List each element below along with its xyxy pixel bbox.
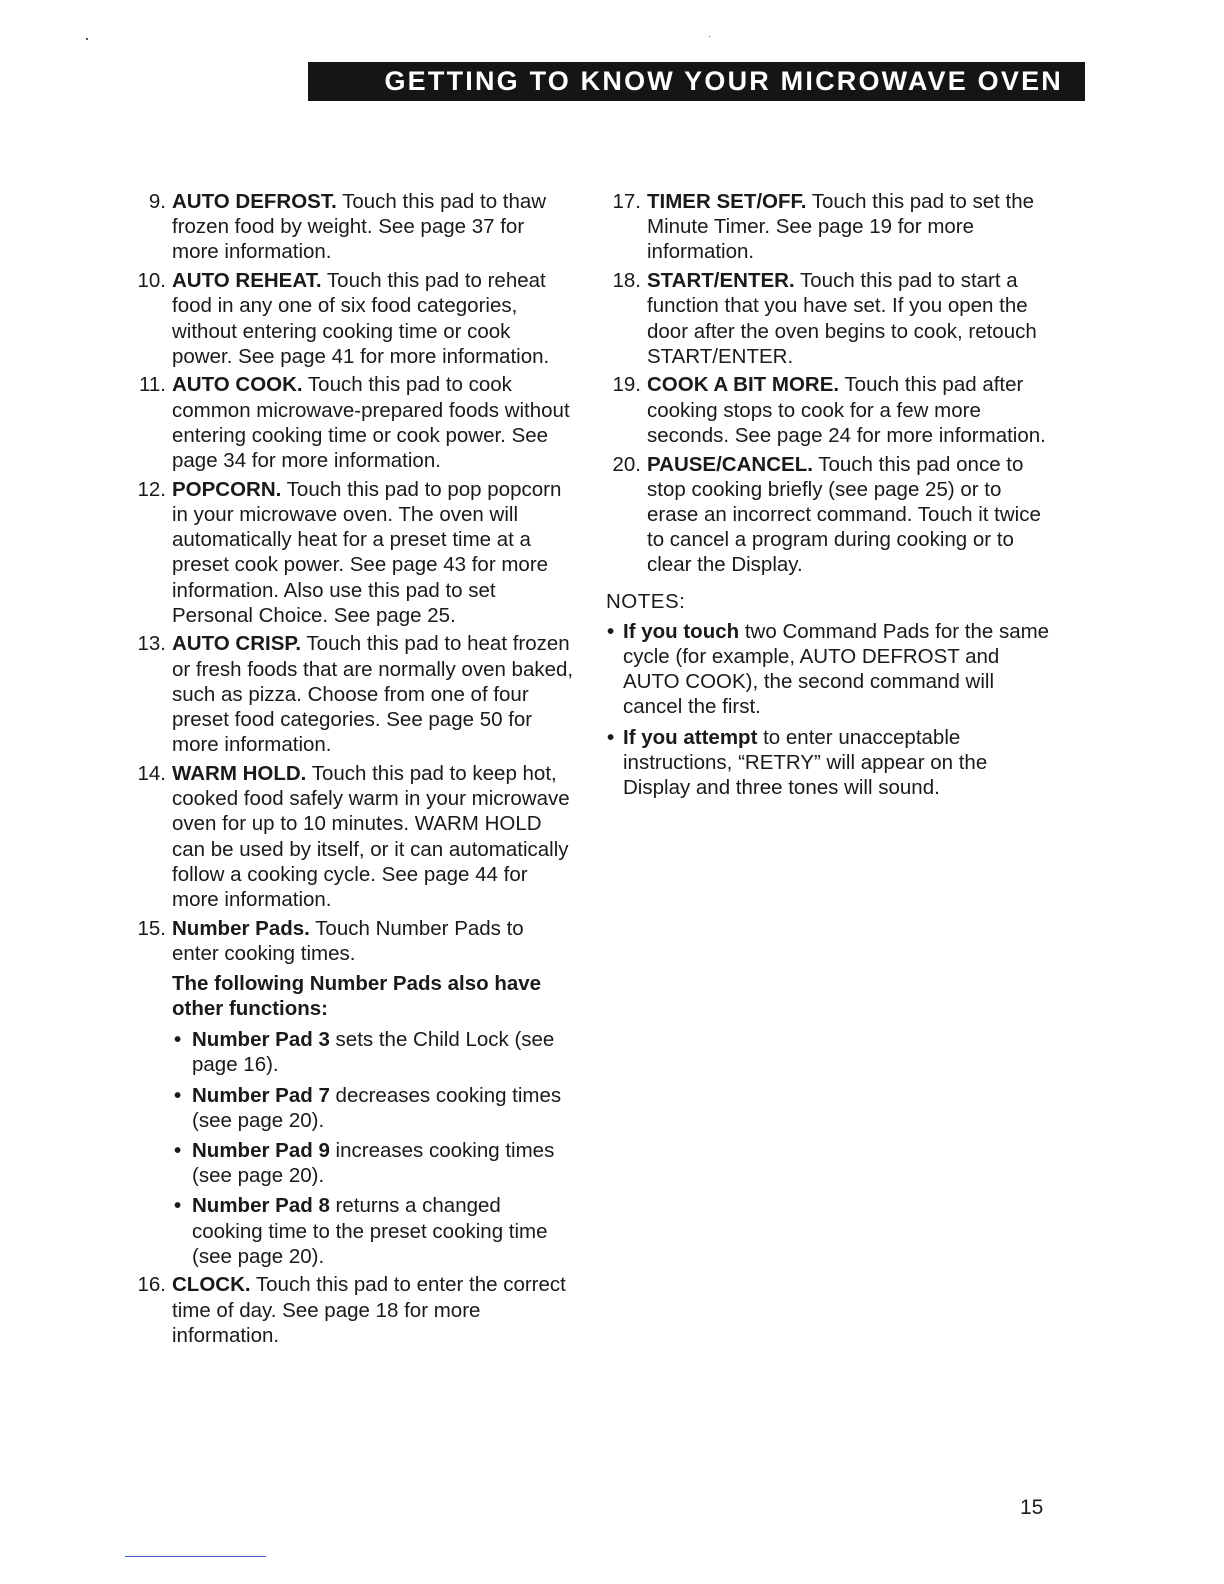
item-term: AUTO CRISP. (172, 632, 302, 656)
bullet-icon: • (174, 1138, 182, 1162)
item-number: 14. (137, 761, 166, 785)
list-item (606, 268, 1056, 369)
item-text: Touch Number Pads to enter cooking times. (172, 916, 524, 965)
number-pad-text: decreases cooking times (see page 20). (192, 1083, 562, 1132)
number-pad-text: sets the Child Lock (see page 16). (192, 1028, 555, 1077)
item-number: 18. (612, 269, 641, 293)
item-term: CLOCK. (172, 1273, 251, 1297)
item-number: 15. (137, 916, 166, 940)
item-term: Number Pads. (172, 916, 310, 940)
item-term: COOK A BIT MORE. (647, 373, 840, 397)
item-term: AUTO COOK. (172, 373, 303, 397)
item-text: Touch this pad once to stop cooking briefly (see page 25) or to erase an incorrect command. Touch it twice to cancel a program during cooking or to clear the Display. (647, 452, 1041, 577)
item-number: 10. (137, 269, 166, 293)
list-item (606, 372, 1056, 448)
right-column (606, 189, 1056, 805)
left-column (131, 189, 576, 1352)
item-text: Touch this pad to keep hot, cooked food safely warm in your microwave oven for up to 10 minutes. WARM HOLD can be used by itself, or it can automatically follow a cooking cycle. See page 44 for more information. (172, 761, 570, 911)
notes-heading: NOTES: (606, 589, 686, 613)
item-text: Touch this pad to start a function that you have set. If you open the door after the oven begins to cook, retouch START/ENTER. (647, 269, 1037, 368)
list-item (131, 189, 576, 265)
item-text: Touch this pad to heat frozen or fresh foods that are normally oven baked, such as pizza. Choose from one of four preset food categories. See page 50 for more information. (172, 632, 574, 757)
number-pad-item (172, 1193, 576, 1269)
list-item (131, 761, 576, 912)
bullet-icon: • (174, 1028, 182, 1052)
list-item (606, 452, 1056, 578)
number-pad-term: Number Pad 7 (192, 1083, 330, 1107)
item-term: START/ENTER. (647, 269, 795, 293)
scan-speck (709, 36, 710, 37)
number-pad-term: Number Pad 3 (192, 1028, 330, 1052)
item-number: 20. (612, 452, 641, 476)
item-number: 17. (612, 190, 641, 213)
item-number: 13. (137, 632, 166, 656)
bullet-icon: • (607, 619, 615, 643)
bullet-icon: • (174, 1194, 182, 1218)
note-text: two Command Pads for the same cycle (for example, AUTO DEFROST and AUTO COOK), the second command will cancel the first. (623, 619, 1050, 719)
item-text: Touch this pad after cooking stops to cook for a few more seconds. See page 24 for more information. (647, 373, 1046, 447)
item-term: WARM HOLD. (172, 761, 307, 785)
section-title-bar (308, 62, 1085, 101)
scan-speck (86, 38, 88, 40)
item-number: 11. (139, 373, 166, 397)
note-text: to enter unacceptable instructions, “RETRY” will appear on the Display and three tones will sound. (623, 725, 988, 799)
number-pads-heading: The following Number Pads also have other functions: (172, 972, 542, 1021)
item-number: 16. (137, 1273, 166, 1297)
item-term: POPCORN. (172, 477, 282, 501)
list-item (131, 1272, 576, 1348)
number-pad-item (172, 1083, 576, 1133)
number-pad-term: Number Pad 9 (192, 1138, 330, 1162)
list-item (131, 916, 576, 1269)
item-text: Touch this pad to pop popcorn in your microwave oven. The oven will automatically heat for a preset time at a preset cook power. See page 43 for more information. Also use this pad to set Personal Choice. See page 25. (172, 477, 562, 627)
note-term: If you attempt (623, 725, 758, 749)
item-text: Touch this pad to enter the correct time of day. See page 18 for more information. (172, 1273, 566, 1347)
number-pad-item (172, 1027, 576, 1077)
number-pad-term: Number Pad 8 (192, 1194, 330, 1218)
item-number: 19. (612, 373, 641, 397)
item-number: 12. (137, 477, 166, 501)
item-text: Touch this pad to cook common microwave-prepared foods without entering cooking time or cook power. See page 34 for more information. (172, 373, 570, 473)
list-item (606, 189, 1056, 265)
list-item (131, 372, 576, 473)
number-pad-text: increases cooking times (see page 20). (192, 1138, 555, 1188)
item-text: Touch this pad to thaw frozen food by weight. See page 37 for more information. (172, 190, 547, 264)
bullet-icon: • (174, 1083, 182, 1107)
note-term: If you touch (623, 619, 740, 643)
note-item (606, 619, 1056, 720)
bullet-icon: • (607, 725, 615, 749)
note-item (606, 725, 1056, 801)
number-pad-text: returns a changed cooking time to the preset cooking time (see page 20). (192, 1194, 548, 1268)
item-text: Touch this pad to reheat food in any one of six food categories, without entering cooking time or cook power. See page 41 for more information. (172, 269, 550, 368)
item-term: AUTO DEFROST. (172, 190, 337, 213)
item-term: AUTO REHEAT. (172, 269, 322, 293)
page-number: 15 (1020, 1496, 1044, 1519)
item-number: 9. (148, 190, 166, 213)
list-item (131, 477, 576, 628)
footer-rule (125, 1556, 266, 1557)
item-text: Touch this pad to set the Minute Timer. See page 19 for more information. (647, 190, 1035, 264)
item-term: PAUSE/CANCEL. (647, 452, 813, 476)
item-term: TIMER SET/OFF. (647, 190, 807, 213)
section-title: GETTING TO KNOW YOUR MICROWAVE OVEN (384, 66, 1063, 96)
list-item (131, 268, 576, 369)
number-pad-item (172, 1138, 576, 1188)
list-item (131, 631, 576, 757)
